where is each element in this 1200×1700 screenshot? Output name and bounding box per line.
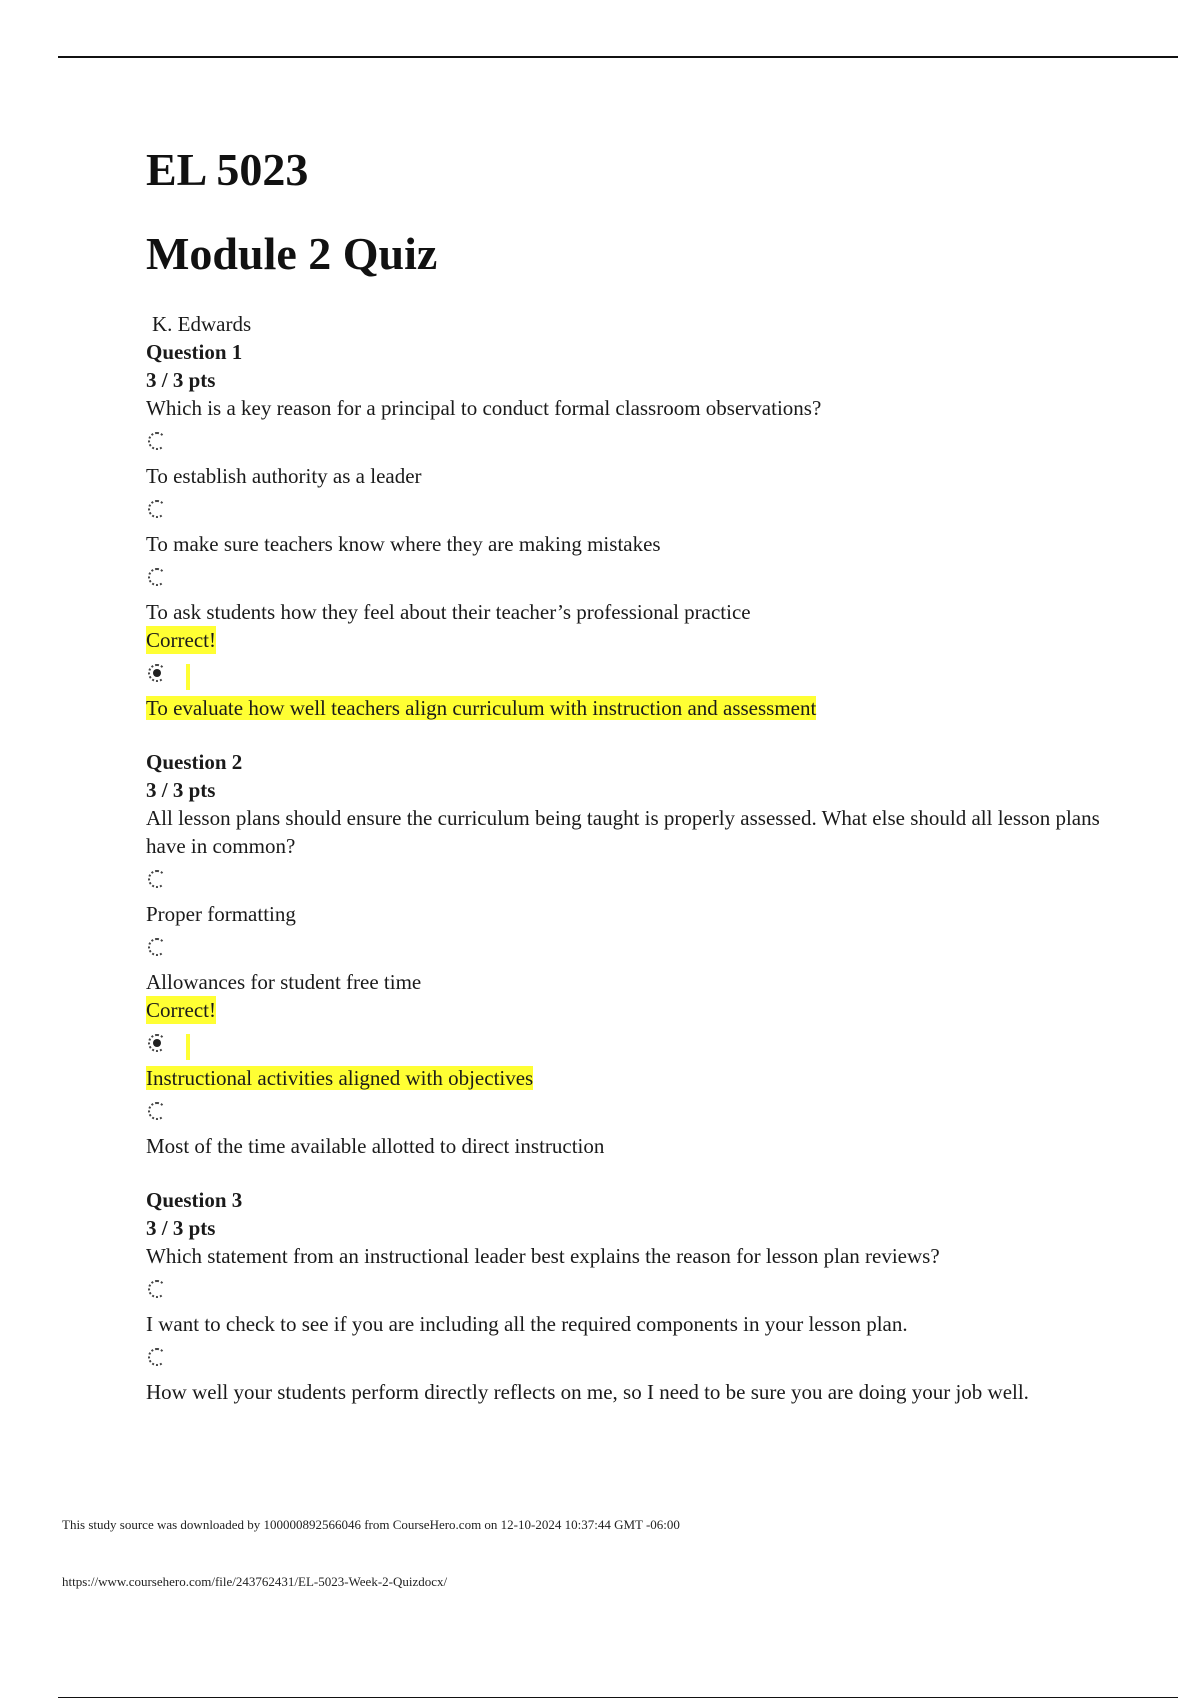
answer-option-correct[interactable] [146, 626, 1106, 722]
radio-icon[interactable] [148, 938, 166, 956]
radio-icon[interactable] [148, 870, 166, 888]
answer-text-correct: Instructional activities aligned with objectives [146, 1066, 534, 1090]
question-title: Question 3 [146, 1188, 243, 1212]
answer-option[interactable] [146, 934, 1106, 996]
correct-marker [186, 1034, 190, 1060]
question-text: Which statement from an instructional leader best explains the reason for lesson plan reviews? [146, 1244, 940, 1268]
answer-option[interactable] [146, 1344, 1106, 1406]
correct-marker [186, 664, 190, 690]
answer-option[interactable] [146, 564, 1106, 626]
quiz-document [146, 140, 1106, 1432]
answer-text: To ask students how they feel about their teacher’s professional practice [146, 600, 751, 624]
radio-selected-icon[interactable] [148, 1034, 166, 1052]
question-3 [146, 1186, 1106, 1406]
question-points: 3 / 3 pts [146, 368, 216, 392]
answer-text: To establish authority as a leader [146, 464, 422, 488]
answer-option-correct[interactable] [146, 996, 1106, 1092]
answer-option[interactable] [146, 1276, 1106, 1338]
source-url-link[interactable]: https://www.coursehero.com/file/243762431/EL-5023-Week-2-Quizdocx/ [62, 1574, 448, 1589]
answer-option[interactable] [146, 496, 1106, 558]
course-code: EL 5023 [146, 144, 309, 195]
radio-icon[interactable] [148, 1280, 166, 1298]
radio-icon[interactable] [148, 432, 166, 450]
radio-icon[interactable] [148, 568, 166, 586]
download-notice: This study source was downloaded by 100000892566046 from CourseHero.com on 12-10-2024 10:37:44 GMT -06:00 [62, 1517, 680, 1532]
correct-label: Correct! [146, 998, 216, 1022]
question-1 [146, 338, 1106, 722]
answer-option[interactable] [146, 1098, 1106, 1160]
question-text: Which is a key reason for a principal to conduct formal classroom observations? [146, 396, 822, 420]
question-text: All lesson plans should ensure the curriculum being taught is properly assessed. What else should all lesson plans have in common? [146, 806, 1100, 858]
answer-text: Most of the time available allotted to direct instruction [146, 1134, 605, 1158]
author-name: K. Edwards [152, 312, 252, 336]
answer-text: Proper formatting [146, 902, 296, 926]
answer-text: To make sure teachers know where they are making mistakes [146, 532, 661, 556]
question-points: 3 / 3 pts [146, 1216, 216, 1240]
radio-icon[interactable] [148, 1348, 166, 1366]
answer-option[interactable] [146, 866, 1106, 928]
question-title: Question 1 [146, 340, 243, 364]
question-points: 3 / 3 pts [146, 778, 216, 802]
quiz-title: Module 2 Quiz [146, 228, 438, 279]
answer-text: I want to check to see if you are including all the required components in your lesson plan. [146, 1312, 908, 1336]
question-2 [146, 748, 1106, 1160]
answer-text-correct: To evaluate how well teachers align curriculum with instruction and assessment [146, 696, 817, 720]
question-title: Question 2 [146, 750, 243, 774]
top-rule [58, 56, 1178, 58]
radio-icon[interactable] [148, 500, 166, 518]
correct-label: Correct! [146, 628, 216, 652]
answer-text: Allowances for student free time [146, 970, 422, 994]
radio-icon[interactable] [148, 1102, 166, 1120]
answer-text: How well your students perform directly reflects on me, so I need to be sure you are doing your job well. [146, 1380, 1029, 1404]
radio-selected-icon[interactable] [148, 664, 166, 682]
answer-option[interactable] [146, 428, 1106, 490]
bottom-rule [58, 1697, 1178, 1698]
